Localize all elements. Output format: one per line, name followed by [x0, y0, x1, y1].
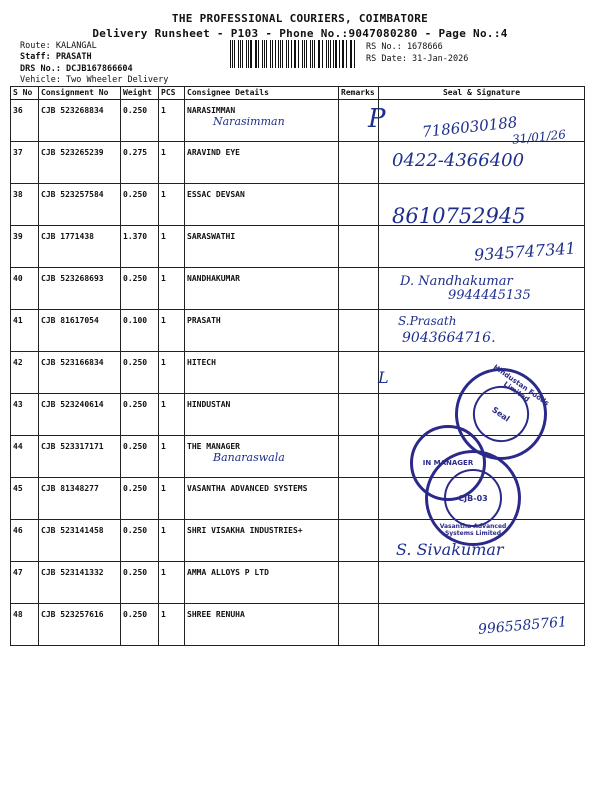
sig-36-phone: 7186030188 [421, 113, 519, 141]
cell-remarks [339, 226, 379, 268]
cell-pcs [159, 520, 185, 562]
cell-consignee [185, 562, 339, 604]
cell-consignee [185, 352, 339, 394]
sig-37: 0422-4366400 [392, 150, 525, 171]
cell-consignee [185, 100, 339, 142]
cell-pcs-text: 1 [161, 106, 166, 115]
rs-no-label: RS No.: 1678666 [366, 42, 443, 52]
barcode-bar [335, 40, 336, 68]
cell-consignee [185, 520, 339, 562]
cell-sno-text: 37 [13, 148, 23, 157]
cell-consignment-no [39, 100, 121, 142]
cell-weight-text: 0.250 [123, 274, 148, 283]
vasantha-stamp: Vasantha Advanced Systems Limited CJB-03 [425, 450, 521, 546]
cell-sno [11, 436, 39, 478]
cell-sno-text: 48 [13, 610, 23, 619]
cell-sno-text: 45 [13, 484, 23, 493]
barcode-bar [250, 40, 251, 68]
cell-consignment-no-text: CJB 523257616 [41, 610, 104, 619]
barcode-bar [286, 40, 287, 68]
cell-consignment-no-text: CJB 523268834 [41, 106, 104, 115]
sig-40-phone: 9944445135 [448, 288, 531, 303]
cell-sno-text: 36 [13, 106, 23, 115]
cell-consignment-no-text: CJB 523265239 [41, 148, 104, 157]
staff-label: Staff: PRASATH [20, 52, 92, 62]
cell-remarks [339, 394, 379, 436]
cell-consignment-no-text: CJB 81617054 [41, 316, 99, 325]
cell-sno-text: 41 [13, 316, 23, 325]
cell-remarks [339, 310, 379, 352]
col-pcs: PCS [159, 87, 185, 100]
cell-weight [121, 520, 159, 562]
cell-pcs-text: 1 [161, 274, 166, 283]
cell-sno [11, 142, 39, 184]
barcode-bar [343, 40, 344, 68]
col-weight: Weight [121, 87, 159, 100]
cell-weight [121, 562, 159, 604]
cell-consignee [185, 604, 339, 646]
cell-consignment-no-text: CJB 523141332 [41, 568, 104, 577]
sig-41-phone: 9043664716. [402, 330, 496, 346]
cell-weight-text: 0.250 [123, 568, 148, 577]
cell-consignee-text: ARAVIND EYE [187, 148, 240, 157]
cell-consignee [185, 436, 339, 478]
cell-sno [11, 226, 39, 268]
cell-remarks [339, 562, 379, 604]
sig-46: S. Sivakumar [396, 540, 504, 559]
cell-sno [11, 268, 39, 310]
cell-weight-text: 0.250 [123, 106, 148, 115]
cell-remarks [339, 520, 379, 562]
col-sno: S No [11, 87, 39, 100]
barcode [230, 40, 358, 68]
cell-pcs [159, 142, 185, 184]
cell-consignment-no [39, 520, 121, 562]
cell-remarks [339, 268, 379, 310]
barcode-bar [302, 40, 303, 68]
cell-consignee [185, 268, 339, 310]
barcode-bar [246, 40, 247, 68]
cell-weight [121, 394, 159, 436]
cell-weight [121, 310, 159, 352]
cell-sno [11, 394, 39, 436]
cell-consignee [185, 226, 339, 268]
cell-pcs-text: 1 [161, 190, 166, 199]
cell-consignee [185, 142, 339, 184]
cell-weight [121, 436, 159, 478]
manager-stamp: IN MANAGER [410, 425, 486, 501]
company-title: THE PROFESSIONAL COURIERS, COIMBATORE [171, 12, 429, 25]
cell-weight-text: 0.250 [123, 358, 148, 367]
cell-sno-text: 44 [13, 442, 23, 451]
cell-pcs [159, 226, 185, 268]
cell-pcs-text: 1 [161, 484, 166, 493]
cell-consignment-no [39, 310, 121, 352]
cell-pcs-text: 1 [161, 358, 166, 367]
cell-weight-text: 0.250 [123, 190, 148, 199]
cell-pcs [159, 310, 185, 352]
cell-weight-text: 0.250 [123, 526, 148, 535]
cell-consignee [185, 310, 339, 352]
col-remarks: Remarks [339, 87, 379, 100]
cell-sno [11, 562, 39, 604]
barcode-bar [333, 40, 334, 68]
cell-consignee-text: SARASWATHI [187, 232, 236, 241]
barcode-bar [238, 40, 239, 68]
cell-consignment-no-text: CJB 523240614 [41, 400, 104, 409]
hindustan-seal-stamp: Hindustan Foods Limited Seal [437, 350, 565, 478]
barcode-bar [312, 40, 313, 68]
cell-remarks [339, 352, 379, 394]
cell-consignee [185, 478, 339, 520]
cell-pcs [159, 184, 185, 226]
cell-sno [11, 310, 39, 352]
cell-pcs [159, 478, 185, 520]
barcode-bar [319, 40, 320, 68]
cell-pcs-text: 1 [161, 400, 166, 409]
barcode-bar [288, 40, 289, 68]
cell-sno [11, 604, 39, 646]
runsheet-title: Delivery Runsheet - P103 - Phone No.:9047080280 - Page No.:4 [92, 27, 508, 40]
cell-pcs [159, 394, 185, 436]
cell-sno [11, 520, 39, 562]
cell-consignment-no-text: CJB 523141458 [41, 526, 104, 535]
cell-consignee-text: ESSAC DEVSAN [187, 190, 245, 199]
cell-sno [11, 478, 39, 520]
cell-consignment-no [39, 394, 121, 436]
cell-weight-text: 0.250 [123, 610, 148, 619]
sig-39: 9345747341 [473, 238, 577, 265]
cell-weight-text: 0.100 [123, 316, 148, 325]
barcode-bar [326, 40, 327, 68]
cell-consignment-no [39, 562, 121, 604]
barcode-bar [258, 40, 259, 68]
handwritten-name: Banaraswala [213, 451, 285, 464]
sig-36-date: 31/01/26 [511, 127, 567, 147]
cell-weight [121, 604, 159, 646]
cell-weight [121, 268, 159, 310]
sig-42-mark: L [378, 368, 389, 387]
cell-consignee-text: VASANTHA ADVANCED SYSTEMS [187, 484, 308, 493]
cell-sno-text: 42 [13, 358, 23, 367]
cell-pcs-text: 1 [161, 610, 166, 619]
sig-36-mark: P [368, 104, 386, 134]
cell-pcs-text: 1 [161, 526, 166, 535]
cell-remarks [339, 478, 379, 520]
rs-date-label: RS Date: 31-Jan-2026 [366, 54, 469, 64]
cell-weight [121, 226, 159, 268]
cell-weight-text: 0.250 [123, 484, 148, 493]
col-consignee: Consignee Details [185, 87, 339, 100]
cell-weight [121, 100, 159, 142]
cell-pcs [159, 352, 185, 394]
cell-consignee [185, 184, 339, 226]
cell-consignee-text: HITECH [187, 358, 216, 367]
cell-consignment-no-text: CJB 523268693 [41, 274, 104, 283]
cell-consignment-no-text: CJB 81348277 [41, 484, 99, 493]
cell-signature [379, 562, 585, 604]
sig-38: 8610752945 [392, 204, 526, 228]
barcode-bar [295, 40, 296, 68]
barcode-bar [230, 40, 231, 68]
barcode-bar [266, 40, 267, 68]
cell-pcs [159, 604, 185, 646]
sig-41-name: S.Prasath [398, 314, 457, 328]
cell-weight [121, 352, 159, 394]
cell-pcs [159, 436, 185, 478]
cell-sno [11, 100, 39, 142]
cell-consignment-no [39, 226, 121, 268]
cell-consignment-no-text: CJB 523317171 [41, 442, 104, 451]
cell-consignee [185, 394, 339, 436]
sig-48: 9965585761 [477, 614, 568, 638]
cell-pcs-text: 1 [161, 442, 166, 451]
cell-pcs-text: 1 [161, 148, 166, 157]
sig-40-name: D. Nandhakumar [400, 274, 513, 289]
table-row [11, 562, 585, 604]
cell-pcs [159, 100, 185, 142]
cell-consignment-no [39, 604, 121, 646]
cell-remarks [339, 184, 379, 226]
cell-weight [121, 142, 159, 184]
cell-consignee-text: PRASATH [187, 316, 221, 325]
cell-consignment-no-text: CJB 523166834 [41, 358, 104, 367]
cell-sno-text: 38 [13, 190, 23, 199]
drs-label: DRS No.: DCJB167866604 [20, 64, 133, 74]
col-consignment: Consignment No [39, 87, 121, 100]
cell-consignment-no [39, 436, 121, 478]
col-signature: Seal & Signature [379, 87, 585, 100]
cell-pcs-text: 1 [161, 316, 166, 325]
cell-remarks [339, 604, 379, 646]
cell-consignment-no [39, 268, 121, 310]
barcode-bar [242, 40, 243, 68]
cell-weight-text: 0.250 [123, 400, 148, 409]
cell-consignment-no [39, 142, 121, 184]
barcode-bar [354, 40, 355, 68]
cell-weight [121, 478, 159, 520]
cell-weight-text: 0.275 [123, 148, 148, 157]
cell-remarks [339, 142, 379, 184]
barcode-bar [278, 40, 279, 68]
table-row [11, 310, 585, 352]
cell-pcs [159, 562, 185, 604]
cell-sno-text: 47 [13, 568, 23, 577]
table-header-row [11, 87, 585, 100]
cell-sno-text: 43 [13, 400, 23, 409]
cell-pcs-text: 1 [161, 568, 166, 577]
cell-consignee-text: SHREE RENUHA [187, 610, 245, 619]
cell-consignment-no [39, 184, 121, 226]
cell-consignee-text: AMMA ALLOYS P LTD [187, 568, 269, 577]
cell-consignment-no-text: CJB 523257584 [41, 190, 104, 199]
cell-remarks [339, 436, 379, 478]
cell-weight [121, 184, 159, 226]
barcode-bar [350, 40, 351, 68]
cell-consignment-no-text: CJB 1771438 [41, 232, 94, 241]
cell-consignee-text: SHRI VISAKHA INDUSTRIES+ [187, 526, 303, 535]
barcode-bar [270, 40, 271, 68]
cell-consignee-text: NARASIMMAN [187, 106, 236, 115]
cell-consignee-text: THE MANAGER [187, 442, 240, 451]
cell-weight-text: 0.250 [123, 442, 148, 451]
cell-consignee-text: HINDUSTAN [187, 400, 231, 409]
route-label: Route: KALANGAL [20, 41, 97, 51]
cell-consignment-no [39, 352, 121, 394]
cell-sno [11, 184, 39, 226]
cell-weight-text: 1.370 [123, 232, 148, 241]
cell-sno-text: 46 [13, 526, 23, 535]
cell-pcs-text: 1 [161, 232, 166, 241]
handwritten-name: Narasimman [213, 115, 285, 128]
barcode-bar [310, 40, 311, 68]
cell-sno [11, 352, 39, 394]
cell-consignment-no [39, 478, 121, 520]
cell-pcs [159, 268, 185, 310]
cell-sno-text: 40 [13, 274, 23, 283]
vehicle-label: Vehicle: Two Wheeler Delivery [20, 75, 169, 85]
cell-sno-text: 39 [13, 232, 23, 241]
cell-consignee-text: NANDHAKUMAR [187, 274, 240, 283]
